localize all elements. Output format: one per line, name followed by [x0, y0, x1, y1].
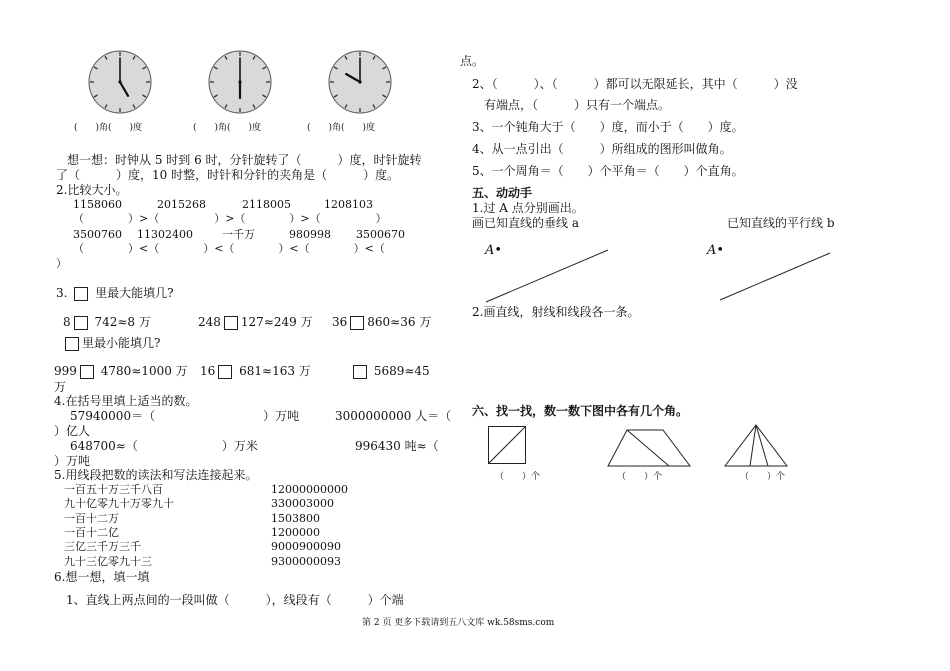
- clock-caption-3: ( )角( )度: [307, 123, 376, 133]
- q6-item-3: 3、一个钝角大于（ ）度，而小于（ ）度。: [472, 120, 744, 134]
- section-5-left-task: 画已知直线的垂线 a: [472, 216, 579, 230]
- q4-d: 996430 吨≈（: [355, 439, 439, 453]
- q2-row1-marks: （ ）>（ ）>（ ）>（ ）: [73, 212, 387, 225]
- q3-item: 999 4780≈1000 万: [54, 364, 188, 378]
- q3-item: 5689≈45: [350, 364, 430, 379]
- q5-number: 1503800: [271, 511, 320, 525]
- q4-b-tail: ）亿人: [54, 424, 91, 438]
- q5-reading: 一百五十万三千八百: [64, 483, 163, 496]
- section-5-right-task: 已知直线的平行线 b: [727, 216, 835, 230]
- q2-num: 2015268: [157, 198, 206, 211]
- q2-num: 1158060: [73, 198, 122, 211]
- q6-title: 6.想一想，填一填: [54, 570, 150, 584]
- q4-d-tail: ）万吨: [54, 454, 91, 468]
- q6-continued: 点。: [460, 54, 485, 68]
- clock-caption-2: ( )角( )度: [193, 123, 262, 133]
- q5-reading: 一百十二万: [64, 511, 119, 525]
- q6-item-2: 2、（ ）、（ ）都可以无限延长，其中（ ）没: [472, 77, 798, 91]
- think-line-2: 了（ ）度，10 时整，时针和分针的夹角是（ ）度。: [56, 168, 400, 182]
- q3-sub-title: 里最小能填几?: [62, 336, 160, 351]
- q2-num: 980998: [289, 228, 331, 241]
- q2-num: 3500670: [356, 228, 405, 241]
- q4-c: 648700≈（ ）万米: [70, 439, 258, 453]
- q5-number: 9300000093: [271, 554, 341, 568]
- figure-caption-1: （ ）个: [495, 472, 541, 482]
- q5-reading: 九十三亿零九十三: [64, 554, 152, 568]
- figure-square: [488, 426, 528, 466]
- q3-item: 16 681≈163 万: [200, 364, 311, 378]
- q5-number: 330003000: [271, 497, 334, 511]
- q5-title: 5.用线段把数的读法和写法连接起来。: [54, 468, 258, 482]
- q2-title: 2.比较大小。: [56, 183, 128, 197]
- q5-number: 12000000000: [271, 483, 348, 496]
- q5-number: 1200000: [271, 525, 320, 539]
- point-a-left: A•: [485, 243, 503, 258]
- q4-a: 57940000＝（ ）万吨: [70, 409, 300, 423]
- q2-row2-marks: （ ）<（ ）<（ ）<（ ）<（: [73, 242, 385, 255]
- figure-triangle: [724, 424, 788, 468]
- q4-b: 3000000000 人＝（: [335, 409, 452, 423]
- section-5-title: 五、动动手: [472, 186, 533, 200]
- section-5-q2: 2.画直线，射线和线段各一条。: [472, 305, 640, 319]
- page-footer: 第 2 页 更多下载请到五八文库 wk.58sms.com: [362, 618, 555, 628]
- q5-reading: 三亿三千万三千: [64, 540, 141, 554]
- figure-caption-2: （ ）个: [617, 472, 663, 482]
- q2-num: 11302400: [137, 228, 193, 241]
- q2-row2-tail: ）: [56, 257, 67, 270]
- q5-reading: 九十亿零九十万零九十: [64, 497, 174, 511]
- think-line-1: 想一想：时钟从 5 时到 6 时，分针旋转了（ ）度，时针旋转: [67, 153, 422, 167]
- q2-num: 一千万: [222, 228, 255, 241]
- q3-item: 36 860≈36 万: [332, 315, 432, 329]
- q3-row2-tail: 万: [54, 380, 67, 394]
- q6-item-4: 4、从一点引出（ ）所组成的图形叫做角。: [472, 142, 732, 156]
- figure-caption-3: （ ）个: [740, 472, 786, 482]
- q6-item-2b: 有端点，（ ）只有一个端点。: [484, 98, 671, 112]
- q6-item-1: 1、直线上两点间的一段叫做（ ），线段有（ ）个端: [66, 593, 404, 607]
- figure-trapezoid: [607, 429, 691, 467]
- q6-item-5: 5、一个周角＝（ ）个平角＝（ ）个直角。: [472, 164, 744, 178]
- q2-num: 1208103: [324, 198, 373, 211]
- section-5-q1: 1.过 A 点分别画出。: [472, 201, 584, 215]
- q5-reading: 一百十二亿: [64, 525, 119, 539]
- q3-item: 248 127≈249 万: [198, 315, 313, 329]
- q3-item: 8 742≈8 万: [63, 315, 151, 329]
- point-a-right: A•: [707, 243, 725, 258]
- section-6-title: 六、找一找，数一数下图中各有几个角。: [472, 404, 689, 418]
- q3-title: 3. 里最大能填几?: [56, 286, 174, 300]
- q4-title: 4.在括号里填上适当的数。: [54, 394, 198, 408]
- clock-caption-1: ( )角( )度: [74, 123, 143, 133]
- q2-num: 2118005: [242, 198, 291, 211]
- q5-number: 9000900090: [271, 540, 341, 554]
- q2-num: 3500760: [73, 228, 122, 241]
